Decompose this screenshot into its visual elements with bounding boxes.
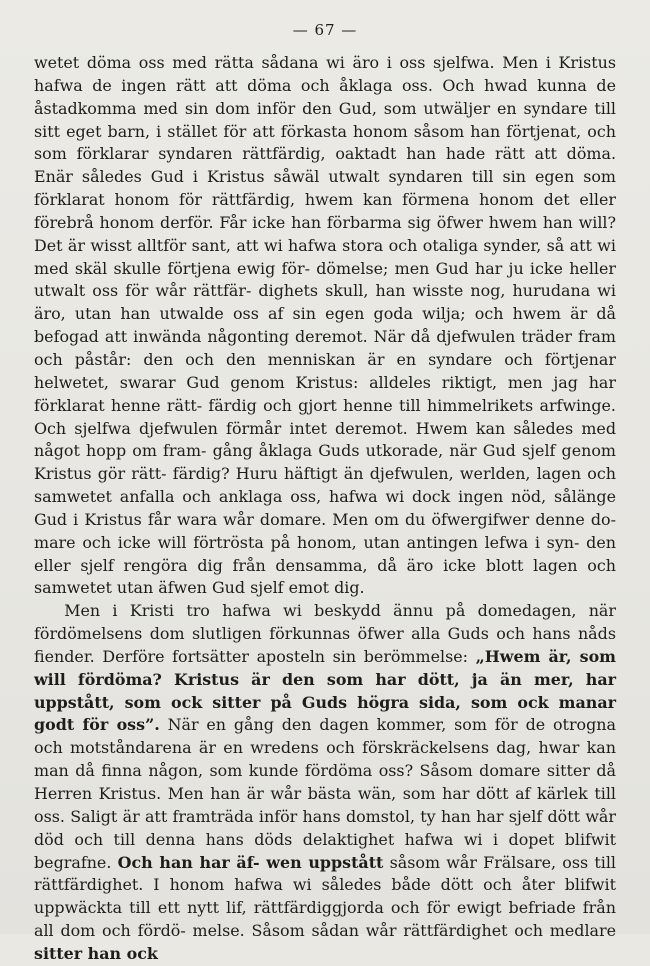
emphasis-uppstatt: Och han har äf- wen uppstått <box>117 852 384 872</box>
paragraph-1-text: wetet döma oss med rätta sådana wi äro i oss sjelfwa. Men i Kristus hafwa de ingen rätt att döma och åklaga oss. Och hwad kunna de åstadkomma med sin dom inför den Gud, som utwäljer en syndare till sitt eget barn, i stället för att förkasta honom såsom han förtjenat, och som förklarar syndaren rättfärdig, oaktadt han hade rätt att döma. Enär således Gud i Kristus såwäl utwalt syndaren till sin egen som förklarat honom för rättfärdig, hwem kan förmena honom det eller förebrå honom derför. Får icke han förbarma sig öfwer hwem han will? Det är wisst alltför sant, att wi hafwa stora och otaliga synder, så att wi med skäl skulle förtjena ewig för- dömelse; men Gud har ju icke heller utwalt oss för wår rättfär- dighets skull, han wisste nog, hurudana wi äro, utan han utwalde oss af sin egen goda wilja; och hwem är då befogad att inwända någonting deremot. När då djefwulen träder fram och påstår: den och den menniskan är en syndare och förtjenar helwetet, swarar Gud genom Kristus: alldeles riktigt, men jag har förklarat henne rätt- färdig och gjort henne till himmelrikets arfwinge. Och sjelfwa djefwulen förmår intet deremot. Hwem kan således med något hopp om fram- gång åklaga Guds utkorade, när Gud sjelf genom Kristus gör rätt- färdig? Huru häftigt än djefwulen, werlden, lagen och samwetet anfalla och anklaga oss, hafwa wi dock ingen nöd, sålänge Gud i Kristus får wara wår domare. Men om du öfwergifwer denne do- mare och icke will förtrösta på honom, utan antingen lefwa i syn- den eller sjelf rengöra dig från densamma, då äro icke blott lagen och samwetet utan äfwen Gud sjelf emot dig. <box>34 53 616 598</box>
paragraph-1 <box>34 52 616 600</box>
paragraph-2-text-b: När en gång den dagen kommer, som för de otrogna och motståndarena är en wredens och förskräckelsens dag, hwar kan man då finna någon, som kunde fördöma oss? Såsom domare sitter då Herren Kristus. Men han är wår bästa wän, som har dött af kärlek till oss. Saligt är att framträda inför hans domstol, ty han har sjelf dött wår död och till denna hans döds delaktighet hafwa wi i dopet blifwit begrafne. <box>34 715 616 872</box>
paragraph-2-text-a: Men i Kristi tro hafwa wi beskydd ännu på domedagen, när fördömelsens dom slutligen förkunnas öfwer alla Guds och hans nåds fiender. Derföre fortsätter aposteln sin berömmelse: <box>34 601 616 666</box>
emphasis-sitter: sitter han ock <box>34 943 158 963</box>
paragraph-2 <box>34 600 616 966</box>
page-body <box>34 52 616 966</box>
paragraph-2-text-c: såsom wår Frälsare, oss till rättfärdighet. I honom hafwa wi således både dött och åter blifwit uppwäckta till ett nytt lif, rättfärdiggjorda och för ewigt befriade från all dom och fördö- melse. Såsom sådan wår rättfärdighet och medlare <box>34 852 616 941</box>
bible-quote: „Hwem är, som will fördöma? Kristus är den som har dött, ja än mer, har uppstått, som ock sitter på Guds högra sida, som ock manar godt för oss”. <box>34 646 616 735</box>
page-number: — 67 — <box>292 21 358 39</box>
